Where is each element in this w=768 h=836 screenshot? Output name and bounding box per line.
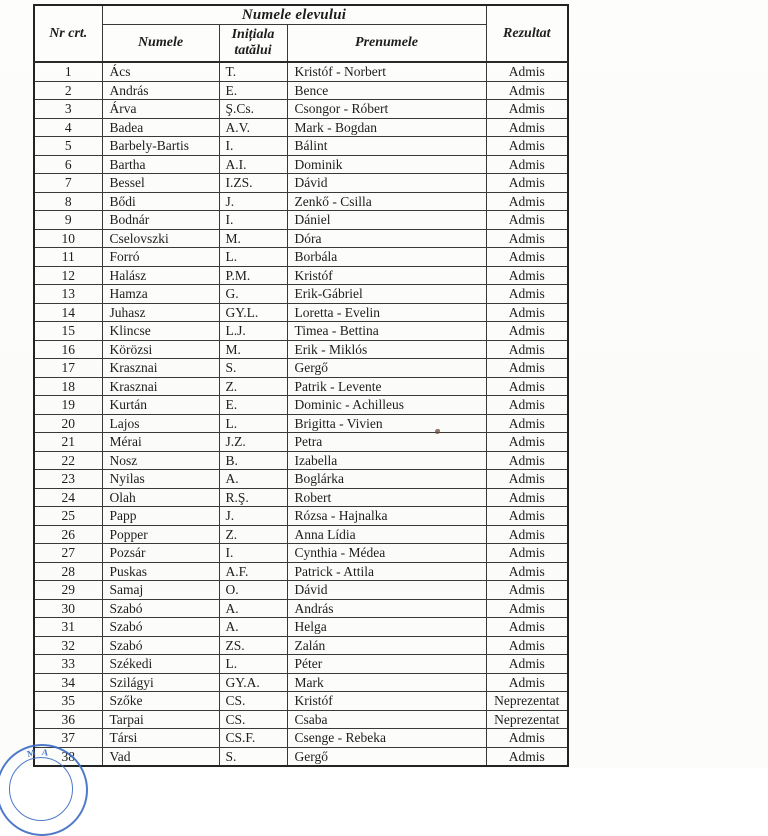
cell-rezultat: Admis xyxy=(486,618,568,637)
cell-initiala: O. xyxy=(219,581,287,600)
cell-initiala: J. xyxy=(219,507,287,526)
cell-rezultat: Admis xyxy=(486,562,568,581)
cell-initiala: S. xyxy=(219,359,287,378)
stamp-letter: A xyxy=(41,746,49,758)
cell-numele: Badea xyxy=(102,118,219,137)
cell-numele: Klincse xyxy=(102,322,219,341)
cell-prenumele: Péter xyxy=(287,655,486,674)
cell-nr: 14 xyxy=(34,303,102,322)
table-row xyxy=(34,137,568,156)
cell-nr: 5 xyxy=(34,137,102,156)
cell-prenumele: Mark xyxy=(287,673,486,692)
table-row xyxy=(34,81,568,100)
cell-nr: 3 xyxy=(34,100,102,119)
cell-prenumele: Borbála xyxy=(287,248,486,267)
cell-initiala: A.V. xyxy=(219,118,287,137)
cell-numele: Forró xyxy=(102,248,219,267)
cell-initiala: M. xyxy=(219,229,287,248)
cell-nr: 35 xyxy=(34,692,102,711)
cell-numele: Barbely-Bartis xyxy=(102,137,219,156)
cell-prenumele: Boglárka xyxy=(287,470,486,489)
cell-nr: 7 xyxy=(34,174,102,193)
cell-initiala: B. xyxy=(219,451,287,470)
cell-rezultat: Admis xyxy=(486,155,568,174)
table-row xyxy=(34,285,568,304)
header-rezultat: Rezultat xyxy=(486,5,568,62)
cell-initiala: A. xyxy=(219,618,287,637)
cell-rezultat: Admis xyxy=(486,488,568,507)
cell-initiala: G. xyxy=(219,285,287,304)
table-row xyxy=(34,562,568,581)
cell-numele: Pozsár xyxy=(102,544,219,563)
cell-rezultat: Admis xyxy=(486,581,568,600)
table-body xyxy=(34,62,568,766)
cell-prenumele: Robert xyxy=(287,488,486,507)
cell-numele: Krasznai xyxy=(102,359,219,378)
cell-rezultat: Admis xyxy=(486,322,568,341)
table-row xyxy=(34,655,568,674)
cell-prenumele: Brigitta - Vivien xyxy=(287,414,486,433)
table-row xyxy=(34,118,568,137)
cell-rezultat: Admis xyxy=(486,340,568,359)
stamp-letter: M xyxy=(25,747,37,759)
cell-rezultat: Admis xyxy=(486,655,568,674)
cell-prenumele: Csongor - Róbert xyxy=(287,100,486,119)
cell-nr: 16 xyxy=(34,340,102,359)
cell-prenumele: Erik - Miklós xyxy=(287,340,486,359)
header-prenumele: Prenumele xyxy=(287,25,486,63)
table-row xyxy=(34,581,568,600)
header-initiala-tatalui: Inițiala tatălui xyxy=(219,25,287,63)
cell-numele: Juhasz xyxy=(102,303,219,322)
cell-numele: Bodnár xyxy=(102,211,219,230)
cell-numele: Krasznai xyxy=(102,377,219,396)
cell-nr: 33 xyxy=(34,655,102,674)
cell-nr: 17 xyxy=(34,359,102,378)
header-numele: Numele xyxy=(102,25,219,63)
cell-rezultat: Admis xyxy=(486,81,568,100)
cell-initiala: L.J. xyxy=(219,322,287,341)
cell-nr: 11 xyxy=(34,248,102,267)
table-row xyxy=(34,414,568,433)
cell-numele: Szabó xyxy=(102,636,219,655)
table-row xyxy=(34,340,568,359)
cell-prenumele: Gergő xyxy=(287,359,486,378)
cell-numele: Szőke xyxy=(102,692,219,711)
cell-rezultat: Admis xyxy=(486,525,568,544)
cell-initiala: GY.L. xyxy=(219,303,287,322)
cell-initiala: J. xyxy=(219,192,287,211)
cell-initiala: R.Ş. xyxy=(219,488,287,507)
table-row xyxy=(34,470,568,489)
cell-prenumele: Loretta - Evelin xyxy=(287,303,486,322)
cell-rezultat: Admis xyxy=(486,248,568,267)
table-row xyxy=(34,710,568,729)
cell-nr: 28 xyxy=(34,562,102,581)
table-row xyxy=(34,192,568,211)
cell-prenumele: Dominik xyxy=(287,155,486,174)
cell-initiala: T. xyxy=(219,62,287,81)
results-table xyxy=(33,4,569,767)
cell-rezultat: Admis xyxy=(486,396,568,415)
table-row xyxy=(34,488,568,507)
cell-rezultat: Admis xyxy=(486,303,568,322)
cell-numele: Nyilas xyxy=(102,470,219,489)
cell-initiala: I. xyxy=(219,544,287,563)
cell-nr: 22 xyxy=(34,451,102,470)
cell-numele: Ács xyxy=(102,62,219,81)
table-row xyxy=(34,62,568,81)
cell-initiala: A. xyxy=(219,470,287,489)
cell-nr: 23 xyxy=(34,470,102,489)
cell-rezultat: Admis xyxy=(486,507,568,526)
cell-nr: 19 xyxy=(34,396,102,415)
cell-numele: András xyxy=(102,81,219,100)
cell-prenumele: Bence xyxy=(287,81,486,100)
cell-numele: Tarpai xyxy=(102,710,219,729)
cell-initiala: CS.F. xyxy=(219,729,287,748)
cell-numele: Halász xyxy=(102,266,219,285)
cell-prenumele: Zalán xyxy=(287,636,486,655)
cell-nr: 30 xyxy=(34,599,102,618)
cell-rezultat: Neprezentat xyxy=(486,710,568,729)
table-row xyxy=(34,544,568,563)
cell-initiala: J.Z. xyxy=(219,433,287,452)
cell-nr: 1 xyxy=(34,62,102,81)
cell-nr: 29 xyxy=(34,581,102,600)
table-header xyxy=(34,5,568,62)
cell-initiala: S. xyxy=(219,747,287,766)
cell-prenumele: Gergő xyxy=(287,747,486,766)
table-row xyxy=(34,433,568,452)
cell-numele: Szabó xyxy=(102,618,219,637)
cell-rezultat: Admis xyxy=(486,451,568,470)
cell-rezultat: Admis xyxy=(486,62,568,81)
cell-prenumele: Erik-Gábriel xyxy=(287,285,486,304)
table-row xyxy=(34,359,568,378)
cell-rezultat: Admis xyxy=(486,359,568,378)
cell-initiala: I. xyxy=(219,211,287,230)
cell-nr: 18 xyxy=(34,377,102,396)
cell-rezultat: Admis xyxy=(486,673,568,692)
cell-prenumele: Helga xyxy=(287,618,486,637)
table-row xyxy=(34,673,568,692)
cell-nr: 32 xyxy=(34,636,102,655)
cell-prenumele: Patrik - Levente xyxy=(287,377,486,396)
cell-initiala: M. xyxy=(219,340,287,359)
cell-initiala: A.I. xyxy=(219,155,287,174)
cell-initiala: L. xyxy=(219,655,287,674)
table-row xyxy=(34,248,568,267)
cell-prenumele: Zenkő - Csilla xyxy=(287,192,486,211)
cell-initiala: Z. xyxy=(219,377,287,396)
cell-rezultat: Neprezentat xyxy=(486,692,568,711)
cell-initiala: P.M. xyxy=(219,266,287,285)
table-row xyxy=(34,155,568,174)
cell-numele: Papp xyxy=(102,507,219,526)
cell-prenumele: Kristóf xyxy=(287,266,486,285)
table-row xyxy=(34,692,568,711)
cell-prenumele: Dominic - Achilleus xyxy=(287,396,486,415)
table-row xyxy=(34,174,568,193)
cell-initiala: I.ZS. xyxy=(219,174,287,193)
header-numele-elevului: Numele elevului xyxy=(102,5,486,25)
cell-nr: 31 xyxy=(34,618,102,637)
cell-numele: Bessel xyxy=(102,174,219,193)
cell-rezultat: Admis xyxy=(486,118,568,137)
cell-prenumele: Rózsa - Hajnalka xyxy=(287,507,486,526)
table-row xyxy=(34,377,568,396)
header-nr-crt: Nr crt. xyxy=(34,5,102,62)
table-row xyxy=(34,266,568,285)
cell-initiala: A. xyxy=(219,599,287,618)
cell-nr: 26 xyxy=(34,525,102,544)
cell-initiala: I. xyxy=(219,137,287,156)
cell-prenumele: Patrick - Attila xyxy=(287,562,486,581)
cell-rezultat: Admis xyxy=(486,266,568,285)
cell-nr: 13 xyxy=(34,285,102,304)
cell-prenumele: Dániel xyxy=(287,211,486,230)
cell-initiala: A.F. xyxy=(219,562,287,581)
cell-nr: 12 xyxy=(34,266,102,285)
cell-numele: Puskas xyxy=(102,562,219,581)
cell-rezultat: Admis xyxy=(486,229,568,248)
cell-initiala: ZS. xyxy=(219,636,287,655)
cell-nr: 34 xyxy=(34,673,102,692)
cell-nr: 9 xyxy=(34,211,102,230)
cell-numele: Nosz xyxy=(102,451,219,470)
table-row xyxy=(34,100,568,119)
cell-initiala: CS. xyxy=(219,692,287,711)
cell-prenumele: Timea - Bettina xyxy=(287,322,486,341)
cell-initiala: Z. xyxy=(219,525,287,544)
cell-initiala: L. xyxy=(219,248,287,267)
cell-rezultat: Admis xyxy=(486,192,568,211)
cell-prenumele: Dávid xyxy=(287,581,486,600)
cell-nr: 38 xyxy=(34,747,102,766)
cell-rezultat: Admis xyxy=(486,470,568,489)
table-row xyxy=(34,229,568,248)
cell-nr: 36 xyxy=(34,710,102,729)
cell-rezultat: Admis xyxy=(486,599,568,618)
cell-rezultat: Admis xyxy=(486,433,568,452)
table-row xyxy=(34,396,568,415)
cell-prenumele: Kristóf - Norbert xyxy=(287,62,486,81)
cell-prenumele: Anna Lídia xyxy=(287,525,486,544)
cell-numele: Társi xyxy=(102,729,219,748)
table-row xyxy=(34,525,568,544)
cell-rezultat: Admis xyxy=(486,636,568,655)
cell-rezultat: Admis xyxy=(486,544,568,563)
table-row xyxy=(34,211,568,230)
cell-numele: Szilágyi xyxy=(102,673,219,692)
cell-numele: Bartha xyxy=(102,155,219,174)
cell-nr: 24 xyxy=(34,488,102,507)
cell-prenumele: Mark - Bogdan xyxy=(287,118,486,137)
cell-initiala: CS. xyxy=(219,710,287,729)
cell-numele: Cselovszki xyxy=(102,229,219,248)
cell-prenumele: Cynthia - Médea xyxy=(287,544,486,563)
table-row xyxy=(34,618,568,637)
cell-rezultat: Admis xyxy=(486,211,568,230)
cell-numele: Székedi xyxy=(102,655,219,674)
cell-numele: Lajos xyxy=(102,414,219,433)
cell-numele: Popper xyxy=(102,525,219,544)
cell-prenumele: Dóra xyxy=(287,229,486,248)
table-row xyxy=(34,451,568,470)
cell-rezultat: Admis xyxy=(486,174,568,193)
cell-numele: Olah xyxy=(102,488,219,507)
cell-numele: Árva xyxy=(102,100,219,119)
cell-rezultat: Admis xyxy=(486,729,568,748)
table-row xyxy=(34,747,568,766)
cell-initiala: E. xyxy=(219,396,287,415)
cell-prenumele: András xyxy=(287,599,486,618)
cell-nr: 10 xyxy=(34,229,102,248)
cell-prenumele: Izabella xyxy=(287,451,486,470)
cell-nr: 15 xyxy=(34,322,102,341)
cell-rezultat: Admis xyxy=(486,137,568,156)
cell-numele: Bődi xyxy=(102,192,219,211)
cell-initiala: E. xyxy=(219,81,287,100)
cell-prenumele: Dávid xyxy=(287,174,486,193)
cell-prenumele: Csaba xyxy=(287,710,486,729)
cell-rezultat: Admis xyxy=(486,377,568,396)
table-row xyxy=(34,636,568,655)
cell-numele: Szabó xyxy=(102,599,219,618)
cell-nr: 27 xyxy=(34,544,102,563)
cell-nr: 2 xyxy=(34,81,102,100)
cell-numele: Samaj xyxy=(102,581,219,600)
cell-nr: 8 xyxy=(34,192,102,211)
cell-nr: 21 xyxy=(34,433,102,452)
cell-rezultat: Admis xyxy=(486,414,568,433)
cell-rezultat: Admis xyxy=(486,100,568,119)
cell-rezultat: Admis xyxy=(486,285,568,304)
cell-prenumele: Petra xyxy=(287,433,486,452)
cell-nr: 20 xyxy=(34,414,102,433)
cell-numele: Mérai xyxy=(102,433,219,452)
table-row xyxy=(34,729,568,748)
table-row xyxy=(34,507,568,526)
cell-nr: 4 xyxy=(34,118,102,137)
cell-prenumele: Csenge - Rebeka xyxy=(287,729,486,748)
cell-numele: Hamza xyxy=(102,285,219,304)
cell-initiala: Ş.Cs. xyxy=(219,100,287,119)
cell-rezultat: Admis xyxy=(486,747,568,766)
cell-nr: 25 xyxy=(34,507,102,526)
cell-numele: Vad xyxy=(102,747,219,766)
table-row xyxy=(34,322,568,341)
cell-initiala: GY.A. xyxy=(219,673,287,692)
table-row xyxy=(34,599,568,618)
cell-nr: 6 xyxy=(34,155,102,174)
cell-prenumele: Bálint xyxy=(287,137,486,156)
cell-numele: Körözsi xyxy=(102,340,219,359)
cell-nr: 37 xyxy=(34,729,102,748)
cell-prenumele: Kristóf xyxy=(287,692,486,711)
cell-numele: Kurtán xyxy=(102,396,219,415)
cell-initiala: L. xyxy=(219,414,287,433)
table-row xyxy=(34,303,568,322)
